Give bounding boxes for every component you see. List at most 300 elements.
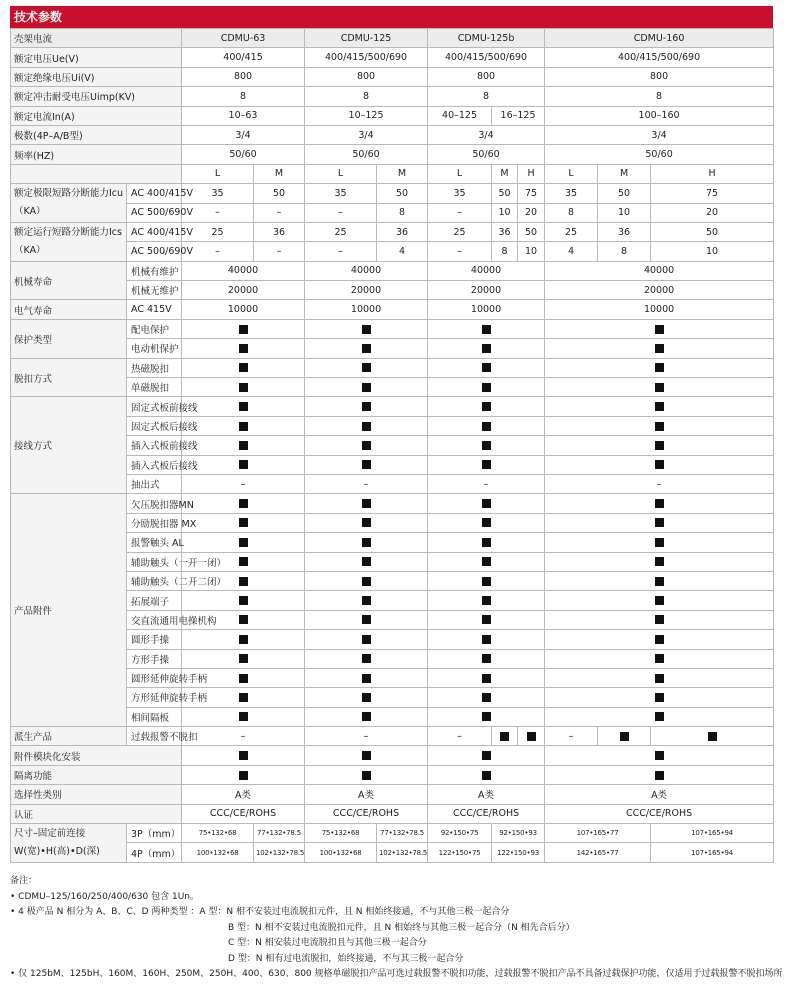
empty-cell <box>11 164 182 183</box>
row-label: 极数(4P–A/B型) <box>11 125 182 144</box>
square-cell <box>492 727 518 746</box>
filled-square-icon <box>655 596 664 605</box>
square-cell <box>182 765 305 784</box>
table-cell: 40000 <box>428 261 545 280</box>
table-cell: – <box>254 242 305 261</box>
square-cell <box>305 571 428 590</box>
table-cell: CCC/CE/ROHS <box>428 804 545 823</box>
table-cell: CCC/CE/ROHS <box>545 804 774 823</box>
dimensions-row <box>11 824 774 843</box>
square-cell <box>428 416 545 435</box>
filled-square-icon <box>482 344 491 353</box>
table-cell: 75•132•68 <box>305 824 377 843</box>
table-cell: 400/415 <box>182 48 305 67</box>
square-cell <box>428 765 545 784</box>
square-cell <box>305 378 428 397</box>
sub-label: 方形延伸旋转手柄 <box>127 688 182 707</box>
table-cell: – <box>182 242 254 261</box>
table-cell: 4 <box>377 242 428 261</box>
square-cell <box>545 746 774 765</box>
filled-square-icon <box>482 460 491 469</box>
square-cell <box>545 533 774 552</box>
square-cell <box>651 727 774 746</box>
square-cell <box>545 436 774 455</box>
table-cell: 107•165•94 <box>651 843 774 862</box>
square-cell <box>428 455 545 474</box>
table-cell: 8 <box>598 242 651 261</box>
filled-square-icon <box>362 383 371 392</box>
filled-square-icon <box>362 654 371 663</box>
insulation-voltage-row <box>11 67 774 86</box>
filled-square-icon <box>655 422 664 431</box>
table-cell: 40000 <box>305 261 428 280</box>
note-line: C 型：N 相安装过电流脱扣且与其他三极一起合分 <box>228 938 427 948</box>
square-cell <box>305 765 428 784</box>
dash-cell: – <box>428 474 545 493</box>
table-cell: 40000 <box>182 261 305 280</box>
filled-square-icon <box>708 732 717 741</box>
model-header: CDMU-125 <box>305 29 428 48</box>
filled-square-icon <box>362 596 371 605</box>
filled-square-icon <box>482 635 491 644</box>
square-cell <box>428 668 545 687</box>
table-cell: 100•132•68 <box>305 843 377 862</box>
row-label: 保护类型 <box>11 319 127 358</box>
filled-square-icon <box>655 460 664 469</box>
table-header-row <box>11 29 774 48</box>
filled-square-icon <box>655 751 664 760</box>
filled-square-icon <box>239 596 248 605</box>
filled-square-icon <box>362 615 371 624</box>
filled-square-icon <box>239 751 248 760</box>
filled-square-icon <box>362 441 371 450</box>
certification-row <box>11 804 774 823</box>
sub-label: AC 400/415V <box>127 184 182 203</box>
row-label: 选择性类别 <box>11 785 182 804</box>
poles-row <box>11 125 774 144</box>
table-cell: 50 <box>377 184 428 203</box>
table-cell: 10 <box>651 242 774 261</box>
filled-square-icon <box>655 693 664 702</box>
table-cell: 100–160 <box>545 106 774 125</box>
table-cell: 40000 <box>545 261 774 280</box>
filled-square-icon <box>239 499 248 508</box>
table-cell: 20000 <box>305 281 428 300</box>
square-cell <box>428 707 545 726</box>
row-label: 尺寸–固定前连接W(宽)•H(高)•D(深) <box>11 824 127 863</box>
sub-label: AC 415V <box>127 300 182 319</box>
sub-label: 3P（mm） <box>127 824 182 843</box>
row-label: 额定电压Ue(V) <box>11 48 182 67</box>
square-cell <box>545 494 774 513</box>
notes-title: 备注： <box>10 876 38 886</box>
row-label: 频率(HZ) <box>11 145 182 164</box>
table-cell: 10000 <box>305 300 428 319</box>
category-row <box>11 785 774 804</box>
square-cell <box>545 668 774 687</box>
filled-square-icon <box>239 615 248 624</box>
square-cell <box>182 494 305 513</box>
table-cell: 800 <box>428 67 545 86</box>
table-cell: 8 <box>182 87 305 106</box>
filled-square-icon <box>362 538 371 547</box>
filled-square-icon <box>655 344 664 353</box>
note-line: • 仅 125bM、125bH、160M、160H、250M、250H、400、630、800 规格单磁脱扣产品可选过载报警不脱扣功能，过载报警不脱扣产品不具备过载保护功能，仅适用于过载报警不脱扣场所 <box>10 969 783 979</box>
filled-square-icon <box>482 712 491 721</box>
table-cell: 35 <box>305 184 377 203</box>
filled-square-icon <box>655 674 664 683</box>
table-cell: 75•132•68 <box>182 824 254 843</box>
square-cell <box>428 610 545 629</box>
square-cell <box>182 378 305 397</box>
square-cell <box>545 319 774 338</box>
square-cell <box>428 630 545 649</box>
rated-voltage-row <box>11 48 774 67</box>
filled-square-icon <box>362 557 371 566</box>
icu-ac400-row <box>11 184 774 203</box>
table-cell: 20000 <box>428 281 545 300</box>
table-cell: 400/415/500/690 <box>428 48 545 67</box>
square-cell <box>428 513 545 532</box>
square-cell <box>305 533 428 552</box>
row-label: 额定极限短路分断能力Icu（KA） <box>11 184 127 223</box>
table-cell: 16–125 <box>492 106 545 125</box>
dash-cell: – <box>305 727 428 746</box>
table-cell: 10000 <box>182 300 305 319</box>
table-cell: 10 <box>598 203 651 222</box>
sub-label: AC 400/415V <box>127 222 182 241</box>
sub-label: 机械有维护 <box>127 261 182 280</box>
filled-square-icon <box>362 712 371 721</box>
table-cell: 3/4 <box>545 125 774 144</box>
square-cell <box>305 610 428 629</box>
table-cell: – <box>305 242 377 261</box>
notes-section <box>10 874 785 983</box>
square-cell <box>545 571 774 590</box>
dash-cell: – <box>305 474 428 493</box>
filled-square-icon <box>482 577 491 586</box>
table-cell: 36 <box>598 222 651 241</box>
dash-cell: – <box>545 474 774 493</box>
table-cell: 10000 <box>428 300 545 319</box>
square-cell <box>305 552 428 571</box>
note-line: • 4 极产品 N 相分为 A、B、C、D 两种类型 ：A 型：N 相不安装过电流脱扣元件，且 N 相始终接通，不与其他三极一起合分 <box>10 907 510 917</box>
square-cell <box>518 727 545 746</box>
table-cell: 75 <box>518 184 545 203</box>
sub-label: 过载报警不脱扣 <box>127 727 182 746</box>
filled-square-icon <box>362 751 371 760</box>
sub-label: 交直流通用电操机构 <box>127 610 182 629</box>
filled-square-icon <box>362 363 371 372</box>
square-cell <box>305 591 428 610</box>
filled-square-icon <box>362 518 371 527</box>
filled-square-icon <box>482 751 491 760</box>
square-cell <box>182 707 305 726</box>
table-cell: 8 <box>545 203 598 222</box>
row-label: 额定电流In(A) <box>11 106 182 125</box>
filled-square-icon <box>482 402 491 411</box>
sub-label: 辅助触头（一开一闭） <box>127 552 182 571</box>
table-cell: 4 <box>545 242 598 261</box>
filled-square-icon <box>239 654 248 663</box>
square-cell <box>305 630 428 649</box>
sub-label: 拓展端子 <box>127 591 182 610</box>
filled-square-icon <box>655 402 664 411</box>
filled-square-icon <box>239 577 248 586</box>
square-cell <box>305 455 428 474</box>
table-cell: 25 <box>545 222 598 241</box>
filled-square-icon <box>239 383 248 392</box>
table-cell: A类 <box>182 785 305 804</box>
square-cell <box>545 688 774 707</box>
spec-table-wrapper <box>10 28 773 863</box>
rated-current-row <box>11 106 774 125</box>
sub-label: 固定式板后接线 <box>127 416 182 435</box>
table-cell: 800 <box>545 67 774 86</box>
filled-square-icon <box>482 771 491 780</box>
square-cell <box>428 746 545 765</box>
sub-label: 4P（mm） <box>127 843 182 862</box>
table-cell: 25 <box>182 222 254 241</box>
table-cell: 102•132•78.5 <box>377 843 428 862</box>
table-cell: 36 <box>377 222 428 241</box>
table-cell: 3/4 <box>428 125 545 144</box>
table-cell: 36 <box>492 222 518 241</box>
row-label: 认证 <box>11 804 182 823</box>
table-cell: 40–125 <box>428 106 492 125</box>
filled-square-icon <box>482 441 491 450</box>
table-cell: 8 <box>377 203 428 222</box>
square-cell <box>305 668 428 687</box>
table-cell: A类 <box>305 785 428 804</box>
sub-label: 配电保护 <box>127 319 182 338</box>
square-cell <box>545 513 774 532</box>
table-cell: – <box>254 203 305 222</box>
sub-label: 方形手操 <box>127 649 182 668</box>
sub-label: 圆形延伸旋转手柄 <box>127 668 182 687</box>
square-cell <box>545 591 774 610</box>
row-label: 额定冲击耐受电压Uimp(KV) <box>11 87 182 106</box>
sub-label: 插入式板前接线 <box>127 436 182 455</box>
table-cell: – <box>182 203 254 222</box>
table-cell: 122•150•75 <box>428 843 492 862</box>
square-cell <box>428 378 545 397</box>
square-cell <box>428 397 545 416</box>
table-cell: 10–125 <box>305 106 428 125</box>
square-cell <box>545 397 774 416</box>
filled-square-icon <box>362 499 371 508</box>
square-cell <box>182 630 305 649</box>
filled-square-icon <box>362 674 371 683</box>
table-cell: 3/4 <box>305 125 428 144</box>
filled-square-icon <box>362 325 371 334</box>
impulse-voltage-row <box>11 87 774 106</box>
spec-table-body <box>11 29 774 863</box>
table-cell: 3/4 <box>182 125 305 144</box>
dash-cell: – <box>545 727 598 746</box>
table-cell: 102•132•78.5 <box>254 843 305 862</box>
table-cell: 50/60 <box>545 145 774 164</box>
filled-square-icon <box>482 518 491 527</box>
filled-square-icon <box>362 460 371 469</box>
filled-square-icon <box>655 518 664 527</box>
dash-cell: – <box>182 727 305 746</box>
table-cell: 107•165•94 <box>651 824 774 843</box>
filled-square-icon <box>482 693 491 702</box>
square-cell <box>428 533 545 552</box>
filled-square-icon <box>239 771 248 780</box>
filled-square-icon <box>655 383 664 392</box>
filled-square-icon <box>362 344 371 353</box>
row-label: 机械寿命 <box>11 261 127 300</box>
table-cell: 50/60 <box>305 145 428 164</box>
table-cell: 50 <box>598 184 651 203</box>
table-cell: – <box>305 203 377 222</box>
square-cell <box>428 494 545 513</box>
filled-square-icon <box>655 325 664 334</box>
dash-cell: – <box>428 727 492 746</box>
grade-label: M <box>254 164 305 183</box>
square-cell <box>545 630 774 649</box>
square-cell <box>428 688 545 707</box>
square-cell <box>182 455 305 474</box>
sub-label: 热磁脱扣 <box>127 358 182 377</box>
filled-square-icon <box>655 615 664 624</box>
square-cell <box>305 339 428 358</box>
filled-square-icon <box>239 693 248 702</box>
filled-square-icon <box>482 615 491 624</box>
table-cell: 92•150•75 <box>428 824 492 843</box>
table-cell: 20000 <box>545 281 774 300</box>
row-label: 额定绝缘电压Ui(V) <box>11 67 182 86</box>
filled-square-icon <box>239 441 248 450</box>
filled-square-icon <box>239 635 248 644</box>
square-cell <box>305 416 428 435</box>
square-cell <box>428 358 545 377</box>
table-cell: 800 <box>182 67 305 86</box>
grade-label: L <box>428 164 492 183</box>
filled-square-icon <box>620 732 629 741</box>
filled-square-icon <box>500 732 509 741</box>
square-cell <box>182 397 305 416</box>
table-cell: – <box>428 242 492 261</box>
table-cell: CCC/CE/ROHS <box>182 804 305 823</box>
filled-square-icon <box>655 577 664 586</box>
elec-life-row <box>11 300 774 319</box>
row-label: 电气寿命 <box>11 300 127 319</box>
row-label: 额定运行短路分断能力Ics（KA） <box>11 222 127 261</box>
wiring-row <box>11 397 774 416</box>
sub-label: 辅助触头（二开二闭） <box>127 571 182 590</box>
isolation-row <box>11 765 774 784</box>
filled-square-icon <box>239 712 248 721</box>
square-cell <box>428 339 545 358</box>
square-cell <box>182 416 305 435</box>
square-cell <box>598 727 651 746</box>
table-cell: 50/60 <box>428 145 545 164</box>
grade-label: L <box>305 164 377 183</box>
sub-label: 分励脱扣器 MX <box>127 513 182 532</box>
square-cell <box>428 649 545 668</box>
table-cell: 77•132•78.5 <box>377 824 428 843</box>
square-cell <box>545 378 774 397</box>
sub-label: 抽出式 <box>127 474 182 493</box>
square-cell <box>182 339 305 358</box>
filled-square-icon <box>239 674 248 683</box>
trip-row <box>11 358 774 377</box>
filled-square-icon <box>482 422 491 431</box>
filled-square-icon <box>239 538 248 547</box>
row-label: 附件模块化安装 <box>11 746 182 765</box>
filled-square-icon <box>239 344 248 353</box>
square-cell <box>428 319 545 338</box>
note-line: • CDMU–125/160/250/400/630 包含 1Un。 <box>10 891 199 902</box>
square-cell <box>545 455 774 474</box>
grade-label: M <box>377 164 428 183</box>
filled-square-icon <box>482 325 491 334</box>
filled-square-icon <box>482 499 491 508</box>
table-cell: – <box>428 203 492 222</box>
filled-square-icon <box>239 402 248 411</box>
table-cell: 77•132•78.5 <box>254 824 305 843</box>
table-cell: 50/60 <box>182 145 305 164</box>
table-cell: 25 <box>428 222 492 241</box>
square-cell <box>305 358 428 377</box>
table-cell: 400/415/500/690 <box>305 48 428 67</box>
sub-label: 圆形手操 <box>127 630 182 649</box>
square-cell <box>182 533 305 552</box>
frame-label: 壳架电流 <box>11 29 182 48</box>
square-cell <box>545 358 774 377</box>
sub-label: 相间隔板 <box>127 707 182 726</box>
filled-square-icon <box>482 596 491 605</box>
filled-square-icon <box>655 499 664 508</box>
table-cell: 25 <box>305 222 377 241</box>
grade-label: H <box>651 164 774 183</box>
table-cell: CCC/CE/ROHS <box>305 804 428 823</box>
filled-square-icon <box>482 383 491 392</box>
square-cell <box>182 746 305 765</box>
table-cell: 20000 <box>182 281 305 300</box>
filled-square-icon <box>362 771 371 780</box>
square-cell <box>305 707 428 726</box>
table-cell: 35 <box>182 184 254 203</box>
square-cell <box>305 688 428 707</box>
filled-square-icon <box>482 557 491 566</box>
square-cell <box>182 358 305 377</box>
square-cell <box>545 610 774 629</box>
table-cell: 35 <box>428 184 492 203</box>
table-cell: 92•150•93 <box>492 824 545 843</box>
model-header: CDMU-63 <box>182 29 305 48</box>
square-cell <box>305 746 428 765</box>
square-cell <box>182 436 305 455</box>
filled-square-icon <box>239 557 248 566</box>
square-cell <box>305 397 428 416</box>
filled-square-icon <box>362 577 371 586</box>
table-cell: 10 <box>518 242 545 261</box>
table-cell: 36 <box>254 222 305 241</box>
square-cell <box>545 552 774 571</box>
filled-square-icon <box>655 771 664 780</box>
table-cell: A类 <box>428 785 545 804</box>
square-cell <box>428 591 545 610</box>
filled-square-icon <box>362 402 371 411</box>
model-header: CDMU-125b <box>428 29 545 48</box>
filled-square-icon <box>239 363 248 372</box>
derived-row <box>11 727 774 746</box>
filled-square-icon <box>239 325 248 334</box>
